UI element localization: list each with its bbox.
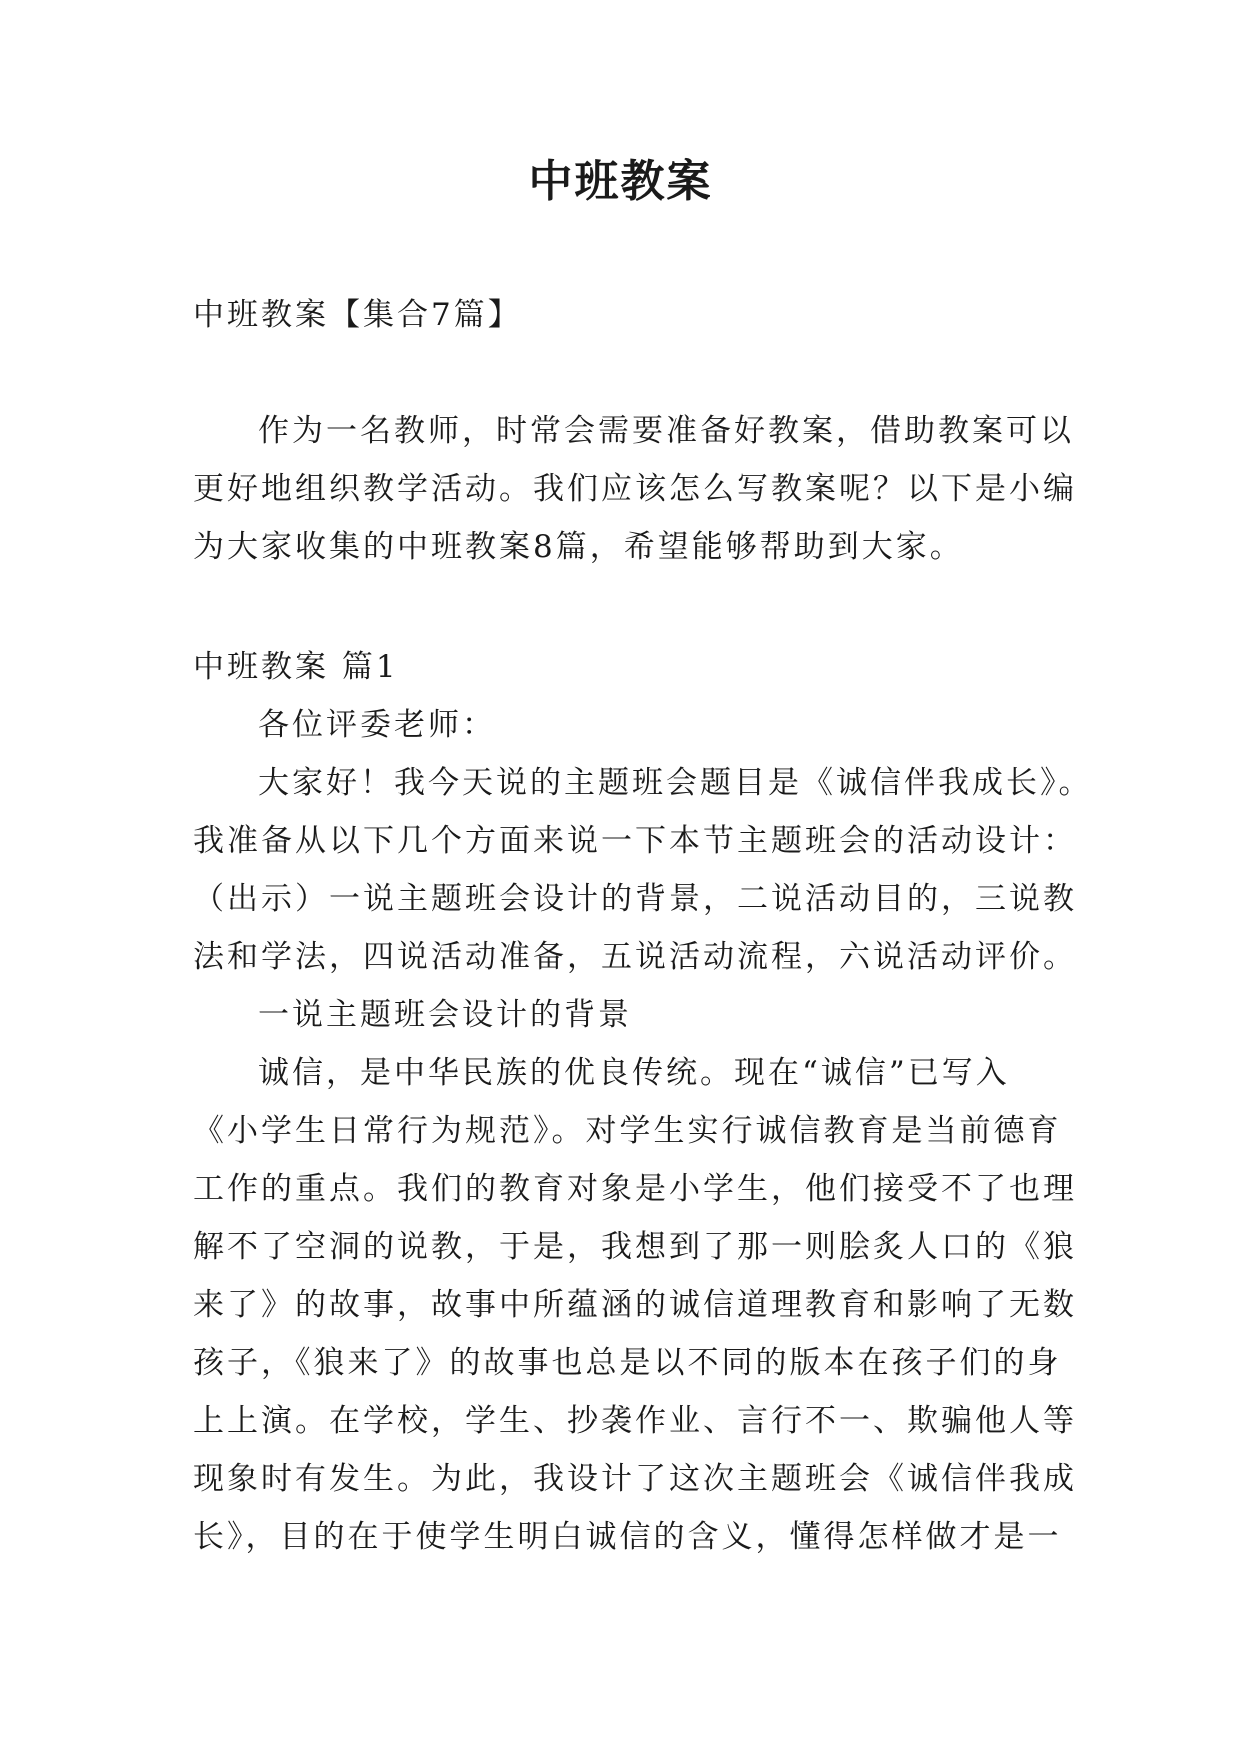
greeting-line: 各位评委老师： [258,707,496,743]
body-line: 大家好！我今天说的主题班会题目是《诚信伴我成长》。 [258,765,1093,801]
body-line: 工作的重点。我们的教育对象是小学生，他们接受不了也理 [193,1171,1077,1207]
subsection-heading: 一说主题班会设计的背景 [258,997,632,1033]
section-heading: 中班教案 篇1 [193,649,399,685]
body-line: （出示）一说主题班会设计的背景，二说活动目的，三说教 [193,881,1077,917]
body-line: 来了》的故事，故事中所蕴涵的诚信道理教育和影响了无数 [193,1287,1077,1323]
intro-line: 为大家收集的中班教案8篇，希望能够帮助到大家。 [193,529,964,565]
intro-paragraph [193,402,1077,576]
subtitle-text: 中班教案【集合7篇】 [193,297,522,333]
intro-line: 更好地组织教学活动。我们应该怎么写教案呢？以下是小编 [193,471,1077,507]
document-title: 中班教案 [528,156,713,207]
body-line: 现象时有发生。为此，我设计了这次主题班会《诚信伴我成 [193,1461,1077,1497]
intro-line: 作为一名教师，时常会需要准备好教案，借助教案可以 [258,413,1074,449]
body-line: 长》，目的在于使学生明白诚信的含义，懂得怎样做才是一 [193,1519,1062,1555]
document-subtitle [193,286,1073,344]
body-line: 孩子，《狼来了》的故事也总是以不同的版本在孩子们的身 [193,1345,1062,1381]
body-line: 上上演。在学校，学生、抄袭作业、言行不一、欺骗他人等 [193,1403,1077,1439]
section-1 [193,638,1093,1566]
body-line: 我准备从以下几个方面来说一下本节主题班会的活动设计： [193,823,1077,859]
body-line: 诚信，是中华民族的优良传统。现在“诚信”已写入 [258,1055,1010,1091]
body-line: 《小学生日常行为规范》。对学生实行诚信教育是当前德育 [193,1113,1062,1149]
body-line: 解不了空洞的说教，于是，我想到了那一则脍炙人口的《狼 [193,1229,1077,1265]
body-line: 法和学法，四说活动准备，五说活动流程，六说活动评价。 [193,939,1077,975]
